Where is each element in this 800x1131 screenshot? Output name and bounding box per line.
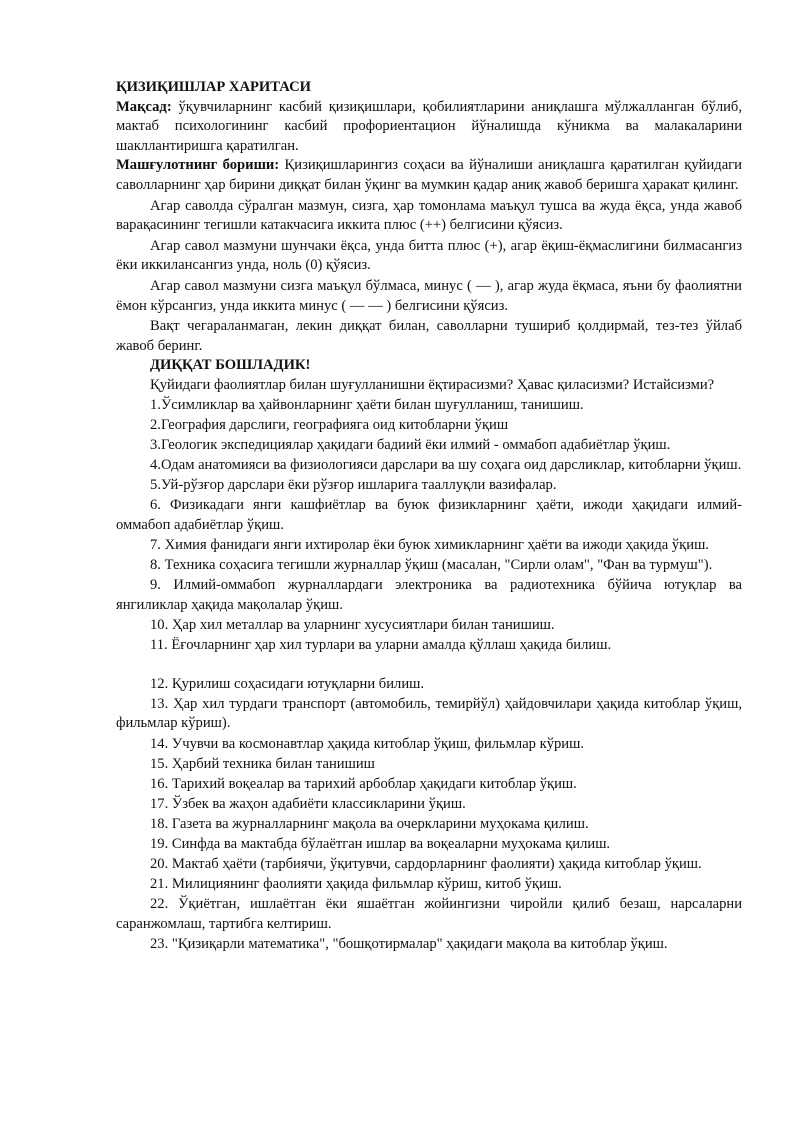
purpose-label: Мақсад: xyxy=(116,98,172,115)
list-item: 21. Милициянинг фаолияти ҳақида фильмлар кўриш, китоб ўқиш. xyxy=(150,876,562,893)
purpose-paragraph xyxy=(116,98,742,157)
procedure-label: Машғулотнинг бориши: xyxy=(116,157,280,174)
list-item: 12. Қурилиш соҳасидаги ютуқларни билиш. xyxy=(150,675,425,692)
document-title: ҚИЗИҚИШЛАР ХАРИТАСИ xyxy=(116,79,311,95)
instruction-paragraph: Агар савол мазмуни шунчаки ёқса, унда битта плюс (+), агар ёқиш-ёқмаслигини билмасангиз ёки иккилансангиз унда, ноль (0) қўясиз. xyxy=(116,237,742,274)
list-item: 11. Ёғочларнинг ҳар хил турлари ва уларни амалда қўллаш ҳақида билиш. xyxy=(150,637,612,654)
procedure-paragraph xyxy=(116,156,742,195)
list-item: 18. Газета ва журналларнинг мақола ва очеркларини муҳокама қилиш. xyxy=(150,815,589,832)
document-page xyxy=(116,78,742,955)
list-item: 4.Одам анатомияси ва физиологияси дарслари ва шу соҳага оид дарсликлар, китобларни ўқиш. xyxy=(150,457,742,474)
list-item: 7. Химия фанидаги янги ихтиролар ёки буюк химикларнинг ҳаёти ва ижоди ҳақида ўқиш. xyxy=(150,537,709,554)
list-item: 1.Ўсимликлар ва ҳайвонларнинг ҳаёти билан шуғулланиш, танишиш. xyxy=(150,397,584,413)
list-item: 14. Учувчи ва космонавтлар ҳақида китоблар ўқиш, фильмлар кўриш. xyxy=(150,735,584,752)
list-item: 13. Ҳар хил турдаги транспорт (автомобиль, темирйўл) ҳайдовчилари ҳақида китоблар ўқиш, фильмлар кўриш). xyxy=(116,695,742,732)
attention-heading: ДИҚҚАТ БОШЛАДИК! xyxy=(150,357,311,374)
procedure-text: Қизиқишларингиз соҳаси ва йўналиши аниқлашга қаратилган қуйидаги саволларнинг ҳар бирини диққат билан ўқинг ва мумкин қадар аниқ жавоб беришга ҳаракат қилинг. xyxy=(116,157,742,193)
list-item: 5.Уй-рўзғор дарслари ёки рўзғор ишларига тааллуқли вазифалар. xyxy=(150,477,557,494)
list-item: 10. Ҳар хил металлар ва уларнинг хусусиятлари билан танишиш. xyxy=(150,617,555,634)
instruction-paragraph: Вақт чегараланмаган, лекин диққат билан, саволларни тушириб қолдирмай, тез-тез ўйлаб жавоб беринг. xyxy=(116,318,742,354)
list-item: 16. Тарихий воқеалар ва тарихий арбоблар ҳақидаги китоблар ўқиш. xyxy=(150,775,577,792)
list-item: 15. Ҳарбий техника билан танишиш xyxy=(150,755,375,772)
list-item: 20. Мактаб ҳаёти (тарбиячи, ўқитувчи, сардорларнинг фаолияти) ҳақида китоблар ўқиш. xyxy=(150,856,702,873)
question-list xyxy=(116,396,742,955)
list-item: 9. Илмий-оммабоп журналлардаги электроника ва радиотехника бўйича ютуқлар ва янгиликлар ҳақида мақолалар ўқиш. xyxy=(116,577,742,613)
question-intro: Қуйидаги фаолиятлар билан шуғулланишни ёқтирасизми? Ҳавас қиласизми? Истайсизми? xyxy=(150,376,715,393)
list-item: 6. Физикадаги янги кашфиётлар ва буюк физикларнинг ҳаёти, ижоди ҳақидаги илмий-оммабоп адабиётлар ўқиш. xyxy=(116,497,742,534)
instruction-paragraph: Агар савол мазмуни сизга маъқул бўлмаса, минус ( — ), агар жуда ёқмаса, яъни бу фаолиятни ёмон кўрсангиз, унда иккита минус ( — — ) белгисини қўясиз. xyxy=(116,277,742,314)
instruction-paragraph: Агар саволда сўралган мазмун, сизга, ҳар томонлама маъқул тушса ва жуда ёқса, унда жавоб варақасининг тегишли катакчасига иккита плюс (++) белгисини қўясиз. xyxy=(116,197,742,234)
list-item: 3.Геологик экспедициялар ҳақидаги бадиий ёки илмий - оммабоп адабиётлар ўқиш. xyxy=(150,437,671,454)
list-item: 19. Синфда ва мактабда бўлаётган ишлар ва воқеаларни муҳокама қилиш. xyxy=(150,835,611,852)
list-item: 2.География дарслиги, географияга оид китобларни ўқиш xyxy=(150,417,509,434)
list-item: 17. Ўзбек ва жаҳон адабиёти классикларини ўқиш. xyxy=(150,795,466,812)
purpose-text: ўқувчиларнинг касбий қизиқишлари, қобилиятларини аниқлашга мўлжалланган бўлиб, мактаб психологининг касбий профориентацион йўналишда кўникма ва малакаларини шакллантиришга қаратилган. xyxy=(116,98,742,154)
list-item: 22. Ўқиётган, ишлаётган ёки яшаётган жойингизни чиройли қилиб безаш, нарсаларни саранжомлаш, тартибга келтириш. xyxy=(116,896,742,932)
list-item: 8. Техника соҳасига тегишли журналлар ўқиш (масалан, "Сирли олам", "Фан ва турмуш"). xyxy=(150,557,713,574)
list-item: 23. "Қизиқарли математика", "бошқотирмалар" ҳақидаги мақола ва китоблар ўқиш. xyxy=(150,935,668,952)
